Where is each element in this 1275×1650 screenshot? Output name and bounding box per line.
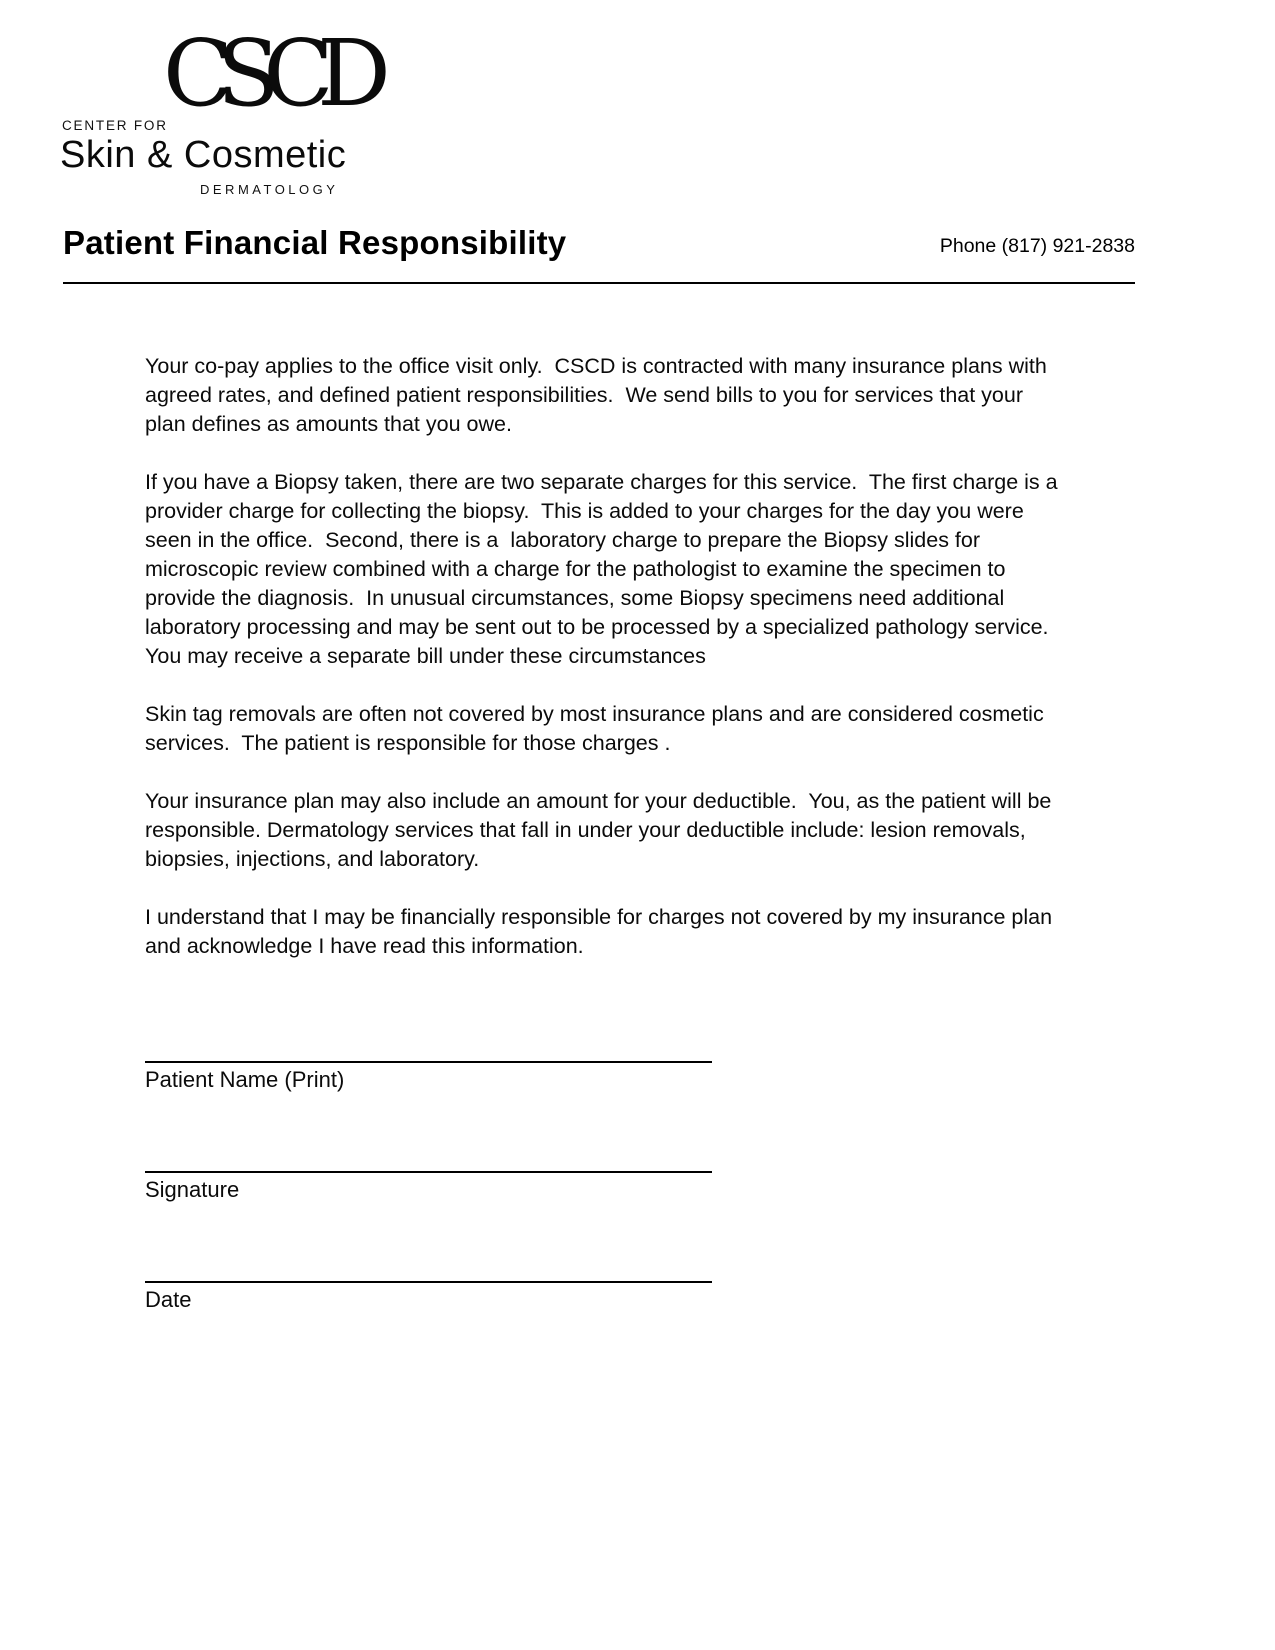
paragraph-skin-tag: Skin tag removals are often not covered by most insurance plans and are considered cosmetic services. The patient is responsible for those charges .	[145, 702, 1050, 755]
phone-number: Phone (817) 921-2838	[939, 235, 1135, 257]
paragraph-deductible: Your insurance plan may also include an amount for your deductible. You, as the patient will be responsible. Dermatology services that fall in under your deductible include: lesion removals, biopsies, injections, and laboratory.	[145, 789, 1058, 871]
signature-label: Signature	[145, 1177, 240, 1202]
patient-name-field	[145, 1061, 712, 1094]
date-label: Date	[145, 1287, 192, 1312]
paragraph-acknowledgement: I understand that I may be financially responsible for charges not covered by my insurance plan and acknowledge I have read this information.	[145, 905, 1059, 958]
document-header	[63, 224, 1135, 262]
signature-field	[145, 1171, 712, 1204]
document-body	[145, 352, 1064, 990]
patient-name-label: Patient Name (Print)	[145, 1067, 345, 1092]
logo-center-for-text: CENTER FOR	[62, 118, 168, 133]
header-divider	[63, 282, 1135, 284]
clinic-logo	[60, 20, 375, 203]
paragraph-copay: Your co-pay applies to the office visit only. CSCD is contracted with many insurance plans with agreed rates, and defined patient responsibilities. We send bills to you for services that your plan defines as amounts that you owe.	[145, 354, 1053, 436]
paragraph-biopsy-charges: If you have a Biopsy taken, there are two separate charges for this service. The first charge is a provider charge for collecting the biopsy. This is added to your charges for the day you were seen in the office. Second, there is a laboratory charge to prepare the Biopsy slides for microscopic review combined with a charge for the pathologist to examine the specimen to provide the diagnosis. In unusual circumstances, some Biopsy specimens need additional laboratory processing and may be sent out to be processed by a specialized pathology service. You may receive a separate bill under these circumstances	[145, 470, 1064, 668]
logo-name-text: Skin & Cosmetic	[60, 134, 347, 176]
page-title: Patient Financial Responsibility	[63, 224, 567, 261]
logo-dermatology-text: DERMATOLOGY	[200, 182, 339, 197]
cscd-monogram-icon: CSCD	[163, 20, 375, 127]
date-field	[145, 1281, 712, 1314]
